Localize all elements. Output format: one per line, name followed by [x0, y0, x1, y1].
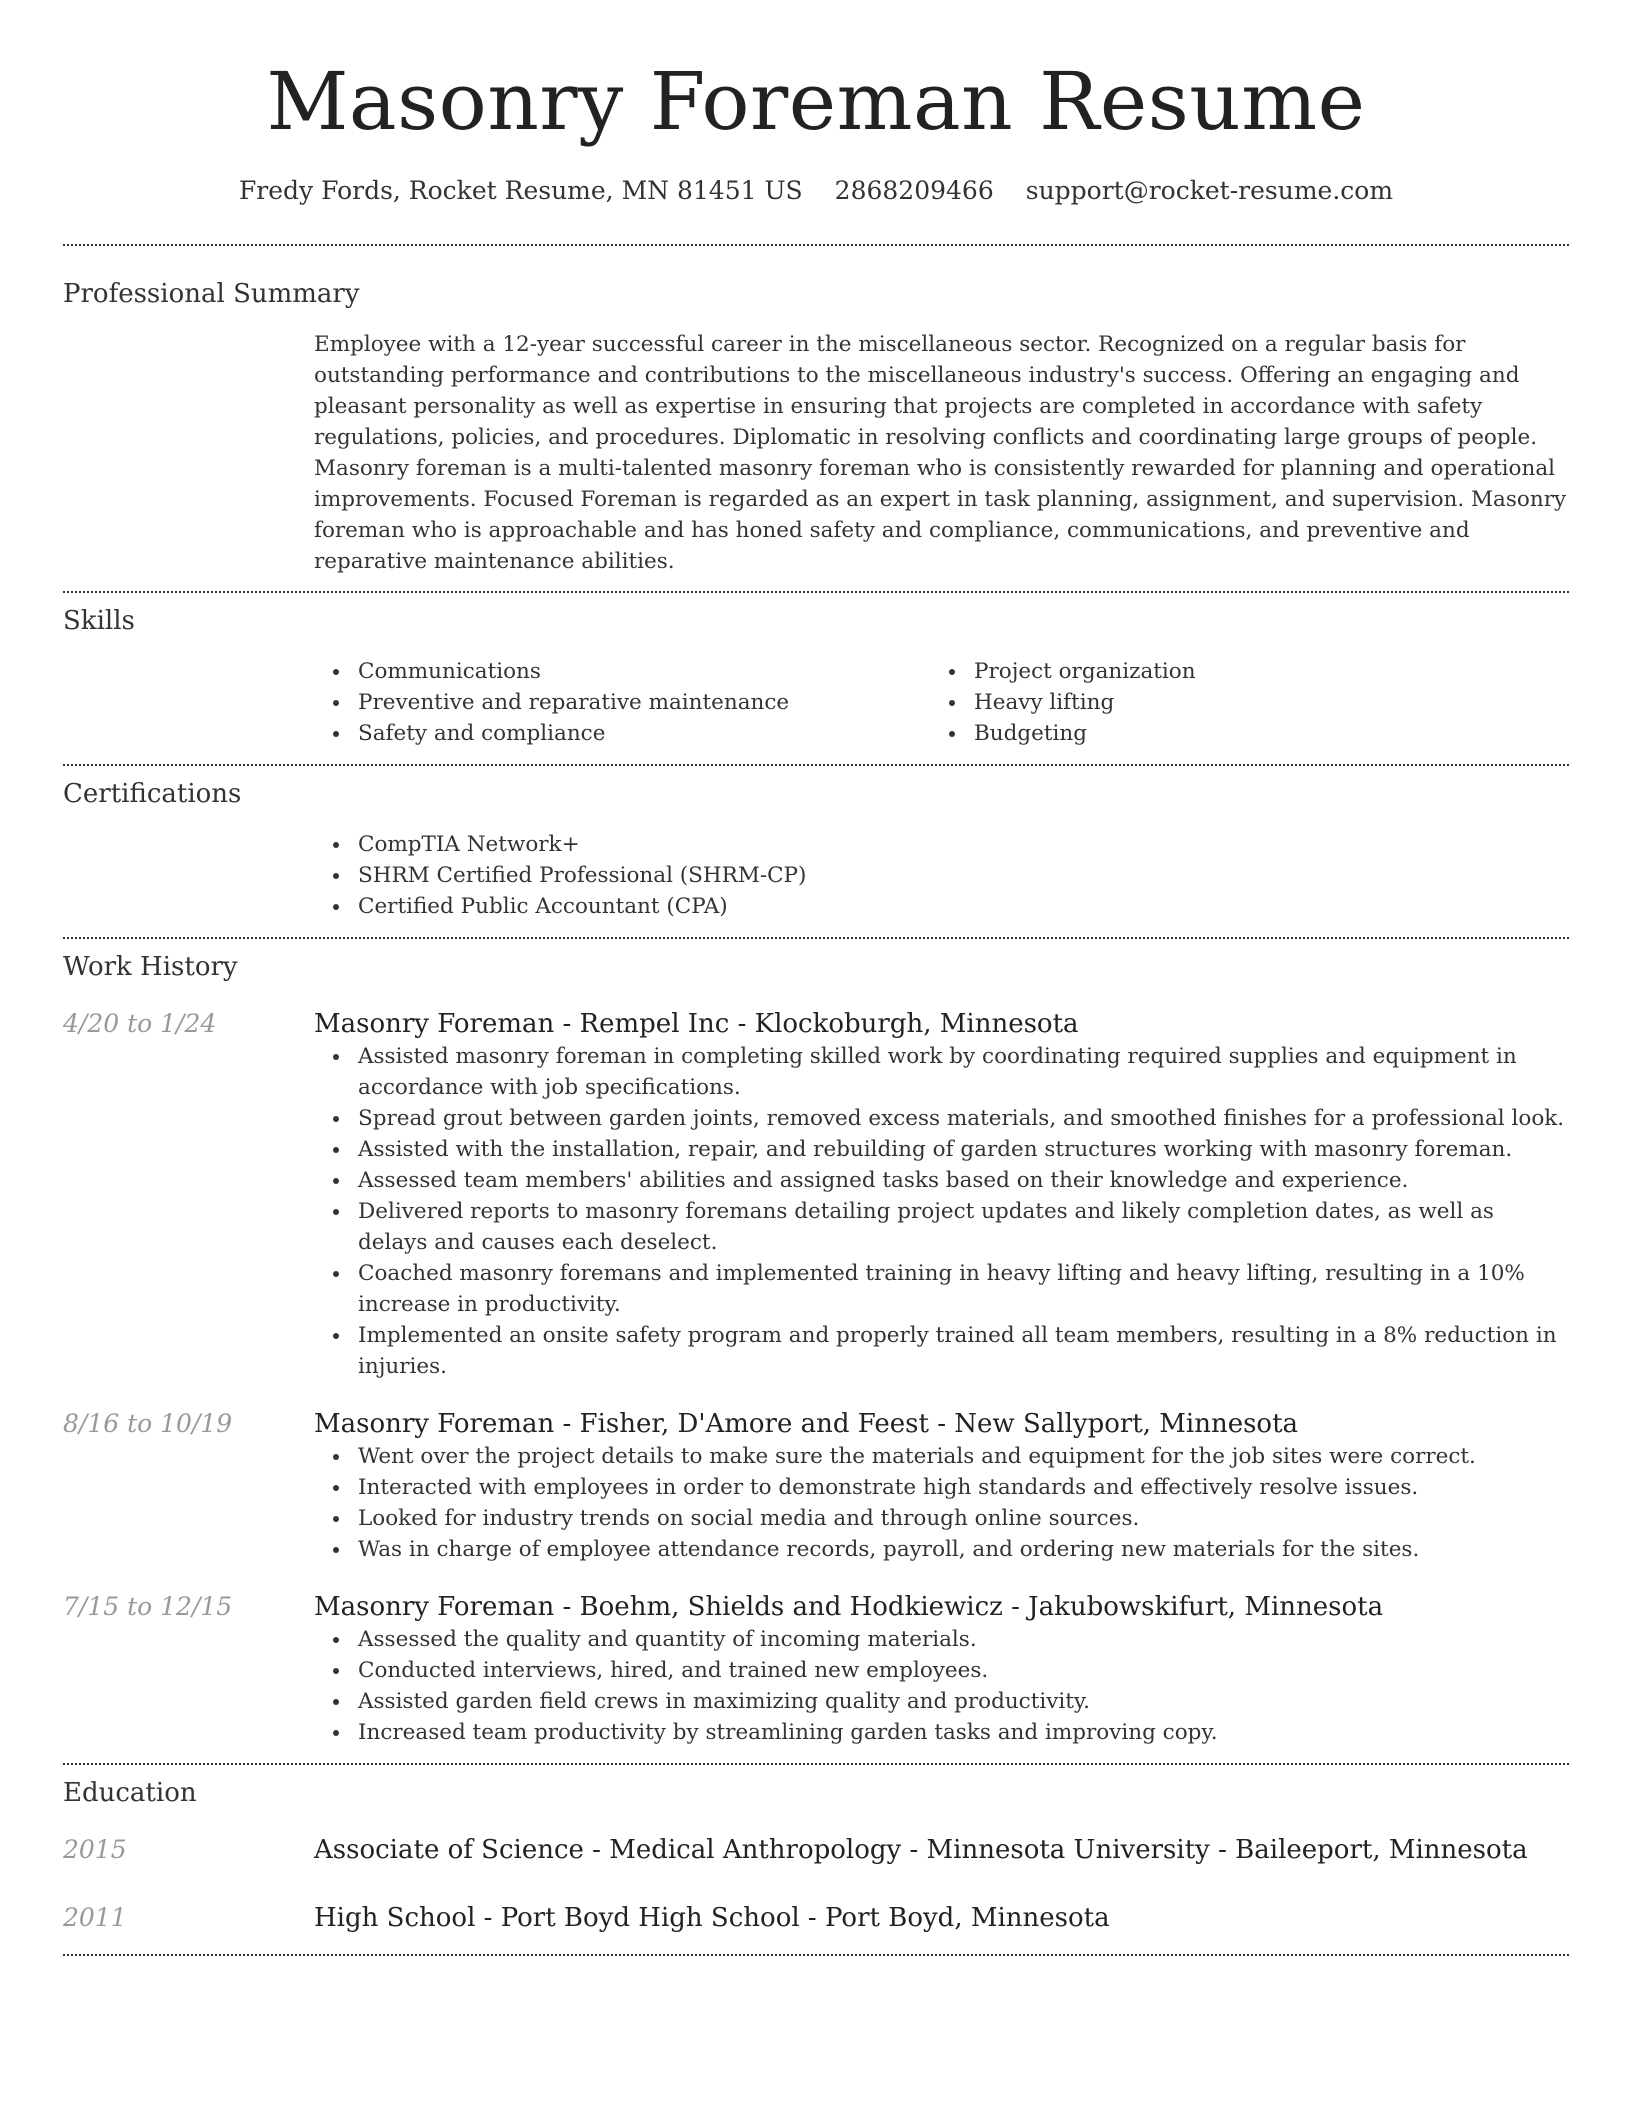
skill-item: Budgeting — [930, 718, 1546, 749]
education-section — [63, 1765, 1569, 1954]
job-bullet: Increased team productivity by streamlining garden tasks and improving copy. — [314, 1717, 1569, 1748]
education-title: Associate of Science - Medical Anthropology - Minnesota University - Baileeport, Minnesota — [314, 1835, 1528, 1865]
job-main — [314, 1407, 1569, 1565]
skill-item: Safety and compliance — [314, 718, 930, 749]
job-bullet: Assisted with the installation, repair, and rebuilding of garden structures working with masonry foreman. — [314, 1134, 1569, 1165]
job-title: Masonry Foreman - Rempel Inc - Klockoburgh, Minnesota — [314, 1009, 1079, 1039]
education-entry — [63, 1833, 1569, 1867]
education-year: 2015 — [63, 1835, 127, 1864]
job-bullet: Looked for industry trends on social media and through online sources. — [314, 1503, 1569, 1534]
job-bullets — [314, 1624, 1569, 1748]
resume-title: Masonry Foreman Resume — [266, 55, 1366, 148]
job-entry — [63, 1007, 1569, 1382]
work-section — [63, 939, 1569, 1763]
summary-heading: Professional Summary — [63, 279, 360, 309]
job-bullet: Was in charge of employee attendance records, payroll, and ordering new materials for the sites. — [314, 1534, 1569, 1565]
education-main — [314, 1901, 1569, 1935]
skill-item: Communications — [314, 656, 930, 687]
certifications-list — [314, 829, 1569, 922]
certifications-body — [314, 829, 1569, 937]
skill-item: Heavy lifting — [930, 687, 1546, 718]
certification-item: Certified Public Accountant (CPA) — [314, 891, 1569, 922]
skills-list-right — [930, 656, 1546, 749]
education-heading: Education — [63, 1778, 197, 1808]
job-bullet: Assessed the quality and quantity of incoming materials. — [314, 1624, 1569, 1655]
job-title: Masonry Foreman - Fisher, D'Amore and Feest - New Sallyport, Minnesota — [314, 1409, 1299, 1439]
skills-section — [63, 593, 1569, 764]
job-main — [314, 1590, 1569, 1748]
job-bullets — [314, 1041, 1569, 1382]
certifications-section — [63, 766, 1569, 937]
job-bullet: Coached masonry foremans and implemented training in heavy lifting and heavy lifting, resulting in a 10% increase in productivity. — [314, 1258, 1569, 1320]
job-title: Masonry Foreman - Boehm, Shields and Hodkiewicz - Jakubowskifurt, Minnesota — [314, 1592, 1384, 1622]
job-bullet: Assessed team members' abilities and assigned tasks based on their knowledge and experience. — [314, 1165, 1569, 1196]
contact-email: support@rocket-resume.com — [1025, 176, 1394, 205]
job-bullets — [314, 1441, 1569, 1565]
certifications-heading: Certifications — [63, 779, 242, 809]
education-year: 2011 — [63, 1903, 127, 1932]
job-bullet: Spread grout between garden joints, removed excess materials, and smoothed finishes for a professional look. — [314, 1103, 1569, 1134]
education-title: High School - Port Boyd High School - Port Boyd, Minnesota — [314, 1903, 1110, 1933]
contact-line — [63, 174, 1569, 208]
section-divider — [63, 1954, 1569, 1956]
certification-item: SHRM Certified Professional (SHRM-CP) — [314, 860, 1569, 891]
education-entry — [63, 1901, 1569, 1954]
job-bullet: Delivered reports to masonry foremans detailing project updates and likely completion dates, as well as delays and causes each deselect. — [314, 1196, 1569, 1258]
summary-text: Employee with a 12-year successful career in the miscellaneous sector. Recognized on a regular basis for outstanding performance and contributions to the miscellaneous industry's success. Offering an engaging and pleasant personality as well as expertise in ensuring that projects are completed in accordance with safety regulations, policies, and procedures. Diplomatic in resolving conflicts and coordinating large groups of people. Masonry foreman is a multi-talented masonry foreman who is consistently rewarded for planning and operational improvements. Focused Foreman is regarded as an expert in task planning, assignment, and supervision. Masonry foreman who is approachable and has honed safety and compliance, communications, and preventive and reparative maintenance abilities. — [314, 332, 1567, 574]
education-main — [314, 1833, 1569, 1867]
job-dates: 7/15 to 12/15 — [63, 1592, 233, 1621]
job-dates: 8/16 to 10/19 — [63, 1409, 233, 1438]
job-dates: 4/20 to 1/24 — [63, 1009, 217, 1038]
certification-item: CompTIA Network+ — [314, 829, 1569, 860]
job-bullet: Went over the project details to make sure the materials and equipment for the job sites were correct. — [314, 1441, 1569, 1472]
skills-heading: Skills — [63, 606, 135, 636]
contact-phone: 2868209466 — [834, 176, 994, 205]
contact-address: Fredy Fords, Rocket Resume, MN 81451 US — [238, 176, 803, 205]
job-main — [314, 1007, 1569, 1382]
skills-grid — [314, 656, 1569, 764]
summary-section — [63, 246, 1569, 591]
work-heading: Work History — [63, 952, 238, 982]
job-entry — [63, 1407, 1569, 1565]
job-bullet: Conducted interviews, hired, and trained new employees. — [314, 1655, 1569, 1686]
summary-body — [314, 329, 1569, 591]
job-bullet: Assisted masonry foreman in completing skilled work by coordinating required supplies and equipment in accordance with job specifications. — [314, 1041, 1569, 1103]
skills-list-left — [314, 656, 930, 749]
skill-item: Preventive and reparative maintenance — [314, 687, 930, 718]
job-entry — [63, 1590, 1569, 1763]
skill-item: Project organization — [930, 656, 1546, 687]
job-bullet: Assisted garden field crews in maximizing quality and productivity. — [314, 1686, 1569, 1717]
job-bullet: Interacted with employees in order to demonstrate high standards and effectively resolve issues. — [314, 1472, 1569, 1503]
job-bullet: Implemented an onsite safety program and properly trained all team members, resulting in a 8% reduction in injuries. — [314, 1320, 1569, 1382]
